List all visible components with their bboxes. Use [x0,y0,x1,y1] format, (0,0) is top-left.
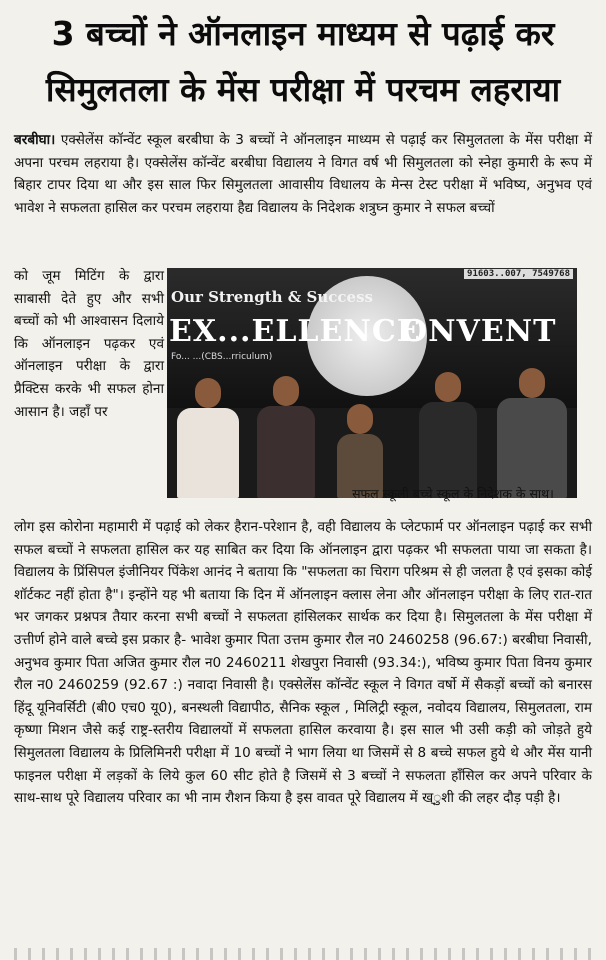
headline [8,6,598,118]
person-director-left [177,408,239,498]
banner-name-left: EX...ELLENCE [169,314,421,349]
banner-name-right: ONVENT [401,314,557,349]
article-paragraph-1 [14,129,592,219]
headline-line-2: सिमुलतला के मेंस परीक्षा में परचम लहराया [45,70,561,109]
banner-contact: 91603..007, 7549768 [464,269,573,279]
article-text-1: एक्सेलेंस कॉन्वेंट स्कूल बरबीघा के 3 बच्चों ने ऑनलाइन माध्यम से पढ़ाई कर सिमुलतला के मेंस परीक्षा में अपना परचम लहराया है। एक्सेलेंस कॉन्वेंट बरबीघा विद्यालय ने विगत वर्ष भी सिमुलतला को स्नेहा कुमारी के रूप में बिहार टापर दिया था और इस साल फिर सिमुलतला आवासीय विधालय के मेन्स टेस्ट परीक्षा में भविष्य, अनुभव एवं भावेश ने सफलता हासिल कर परचम लहराया हैद्य विद्यालय के निदेशक शत्रुघ्न कुमार ने सफल बच्चों [14,132,592,216]
photo-caption: सफल स्कूली बच्चे स्कूल के निदेशक के साथ। [352,486,554,501]
dateline: बरबीघा। [14,132,56,148]
person-student-3 [419,402,477,498]
banner-subtitle: Fo... ...(CBS...rriculum) [171,352,273,362]
news-photo [167,268,577,498]
clipping-edge [14,948,592,960]
article-paragraph-3: लोग इस कोरोना महामारी में पढ़ाई को लेकर हैरान-परेशान है, वही विद्यालय के प्लेटफार्म पर ऑनलाइन पढ़ाई कर सभी सफल बच्चों ने सफलता हासिल कर यह साबित कर दिया कि ऑनलाइन द्वारा पढ़कर भी सफलता पाया जा सकता है। विद्यालय के प्रिंसिपल इंजीनियर पिंकेश आनंद ने बताया कि "सफलता का चिराग परिश्रम से ही जलता है एवं इसका कोई शॉर्टकट नहीं होता है"। इन्होंने यह भी बताया कि दिन में ऑनलाइन क्लास लेना और ऑनलाइन परीक्षा के लिए रात-रात भर जगकर प्रश्नपत्र तैयार करना सभी बच्चों ने सफलता हांसिलकर सार्थक कर दिया है। सिमुलतला के मेंस परीक्षा में उत्तीर्ण होने वाले बच्चे इस प्रकार है- भावेश कुमार पिता उत्तम कुमार रौल न0 2460258 (96.67:) बरबीघा निवासी, अनुभव कुमार पिता अजित कुमार रौल न0 2460211 शेखपुरा निवासी (93.34:), भविष्य कुमार पिता विनय कुमार रौल न0 2460259 (92.67 :) नवादा निवासी है। एक्सेलेंस कॉन्वेंट स्कूल ने विगत वर्षो में सैकड़ों बच्चों को बनारस हिंदू यूनिवर्सिटी (बी0 एच0 यू0), बनस्थली विद्यापीठ, सैनिक स्कूल , मिलिट्री स्कूल, नवोदय विद्यालय, सिमुलतला, राम कृष्णा मिशन जैसे कई राष्ट्र-स्तरीय विद्यालयों में सफलता हासिल करवाया है। इस साल भी उसी कड़ी को जोड़ते हुये सिमुलतला विद्यालय के प्रिलिमिनरी परीक्षा में 10 बच्चों ने भाग लिया था जिसमें से 8 बच्चे सफल हुये थे और मेंस यानी फाइनल परीक्षा में लड़कों के लिये कुल 60 सीट होते है जिसमें से 3 बच्चों ने सफलता हाँसिल कर अपने परिवार के साथ-साथ पूरे विद्यालय परिवार का भी नाम रौशन किया है इस वावत पूरे विद्यालय में ख्ुशी की लहर दौड़ पड़ी है। [14,519,592,807]
article-paragraph-2: को जूम मिटिंग के द्वारा साबासी देते हुए और सभी बच्चों को भी आश्वासन दिलाये कि ऑनलाइन पढ़कर एवं ऑनलाइन परीक्षा के द्वारा प्रैक्टिस करके भी सफल होना आसान है। जहाँ पर [14,268,164,420]
person-director-right [497,398,567,498]
school-banner [167,268,577,408]
banner-tagline: Our Strength & Success [171,288,373,306]
person-student-1 [257,406,315,498]
headline-line-1: 3 बच्चों ने ऑनलाइन माध्यम से पढ़ाई कर [51,14,555,53]
